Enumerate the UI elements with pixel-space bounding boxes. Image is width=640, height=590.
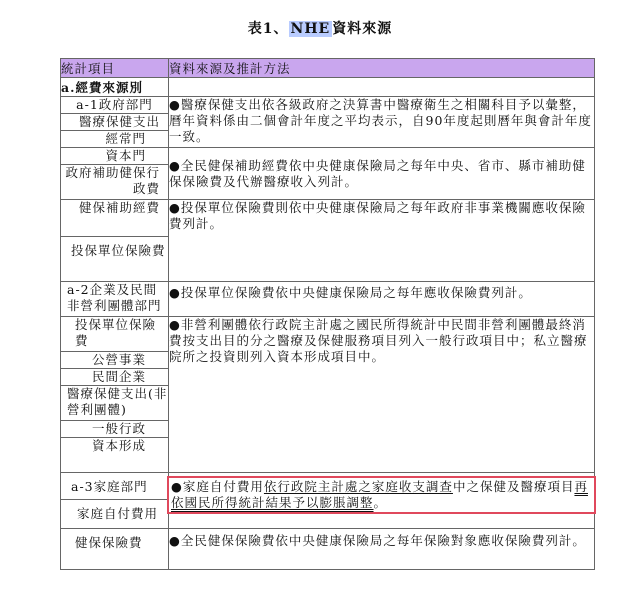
desc-a3 [169, 473, 595, 529]
row-label-a3: a-3家庭部門 [61, 473, 169, 500]
highlighted-note-box [169, 478, 594, 512]
title-prefix: 表1、 [247, 21, 289, 37]
row-label-insured-unit-premium: 投保單位保險費 [61, 237, 169, 282]
row-label-household-oop: 家庭自付費用 [61, 500, 169, 529]
data-source-table [60, 58, 595, 570]
row-label-insured-unit-premium-2: 投保單位保險費 [61, 317, 169, 352]
desc-a2: ●投保單位保險費依中央健康保險局之每年應收保險費列計。 [169, 282, 595, 317]
row-label-a2: a-2企業及民間非營利團體部門 [61, 282, 169, 317]
desc-a3-part1: ●家庭自付費用 [171, 479, 264, 494]
row-label-a1: a-1政府部門 [61, 97, 169, 114]
desc-premium: ●全民健保保險費依中央健康保險局之每年保險對象應收保險費列計。 [169, 529, 595, 570]
row-label-health-ins-premium: 健保保險費 [61, 529, 169, 570]
row-label-private-enterprise: 民間企業 [61, 369, 169, 386]
desc-a3-part3: 中之保健及醫療項目 [452, 479, 575, 494]
row-label-capital-formation: 資本形成 [61, 438, 169, 473]
section-a-label: a.經費來源別 [61, 78, 169, 97]
row-label-health-ins-subsidy: 健保補助經費 [61, 200, 169, 237]
row-label-regular: 經常門 [61, 131, 169, 148]
row-label-gov-subsidy: 政府補助健保行政費 [61, 165, 169, 200]
table-row [61, 97, 595, 114]
desc-a3-part5: 。 [373, 495, 388, 510]
title-highlight: NHE [290, 21, 331, 37]
table-title [0, 18, 640, 38]
table-row [61, 529, 595, 570]
table-row [61, 200, 595, 237]
row-label-capital: 資本門 [61, 148, 169, 165]
row-label-npo-medical: 醫療保健支出(非營利團體) [61, 386, 169, 421]
row-label-general-admin: 一般行政 [61, 421, 169, 438]
title-suffix: 資料來源 [332, 21, 393, 37]
table-row [61, 317, 595, 352]
desc-health-ins-subsidy: ●投保單位保險費則依中央健康保險局之每年政府非事業機關應收保險費列計。 [169, 200, 595, 282]
header-col-source: 資料來源及推計方法 [169, 59, 595, 78]
header-row [61, 59, 595, 78]
desc-a3-part2: 依行政院主計處之家庭收支調查 [263, 479, 453, 494]
table-row [61, 282, 595, 317]
row-label-medical-spending: 醫療保健支出 [61, 114, 169, 131]
section-row [61, 78, 595, 97]
desc-a1: ●醫療保健支出依各級政府之決算書中醫療衛生之相關科目予以彙整，曆年資料係由二個會計年度之平均表示，自90年度起則曆年與會計年度一致。 [169, 97, 595, 148]
header-col-item: 統計項目 [61, 59, 169, 78]
table-row [61, 148, 595, 165]
desc-a3-part4: 再依國民所得統計結果予以膨脹調整 [171, 479, 588, 510]
table-row [61, 473, 595, 500]
row-label-public-business: 公營事業 [61, 352, 169, 369]
desc-gov-subsidy: ●全民健保補助經費依中央健康保險局之每年中央、省市、縣市補助健保保險費及代辦醫療收入列計。 [169, 148, 595, 200]
desc-npo: ●非營利團體依行政院主計處之國民所得統計中民間非營利團體最終消費按支出目的分之醫療及保健服務項目列入一般行政項目中；私立醫療院所之投資則列入資本形成項目中。 [169, 317, 595, 473]
